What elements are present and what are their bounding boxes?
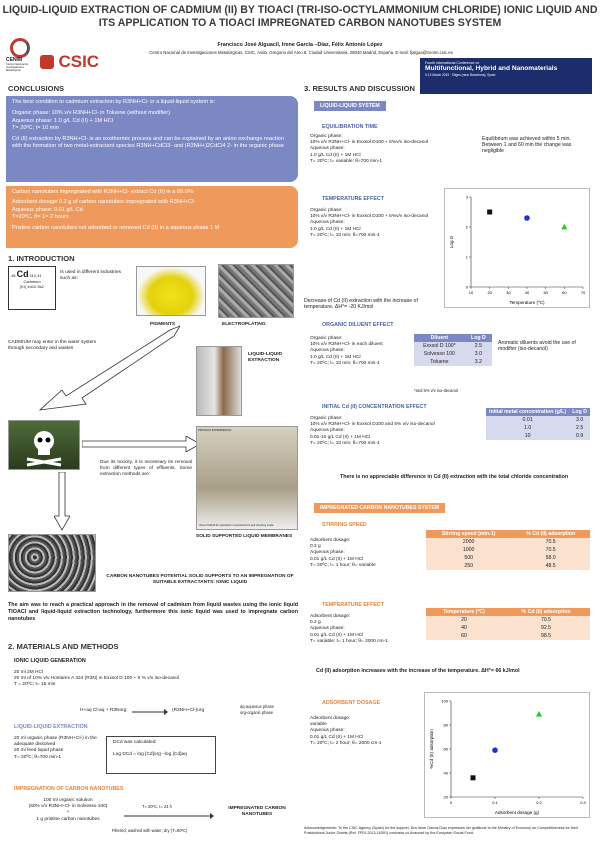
conference-line2: Multifunctional, Hybrid and Nanomaterials [425, 65, 558, 72]
cenim-logo [6, 38, 34, 78]
table-cell: Stirring speed (min-1) [426, 530, 511, 538]
data-point-square [487, 210, 492, 215]
temperature-effect-heading: TEMPERATURE EFFECT [322, 196, 384, 202]
cnt-filter: Filtered; washed with water; dry (T=80ºC) [112, 828, 188, 833]
table-cell: 0.01 [486, 416, 569, 424]
table-cell: Diluent [414, 334, 465, 342]
y-tick-label: 100 [441, 698, 448, 704]
table-cell: Log D [465, 334, 492, 342]
il-line: 20 ml of 10% v/v Hostarex A 324 (R3N) in Exxsol D 100 + 5 % v/v iso-decanol [14, 676, 180, 682]
cnt-input-line: 100 ml organic solution [43, 798, 93, 803]
y-tick-label: 20 [443, 794, 448, 800]
y-tick-label: 3 [465, 194, 468, 200]
cond-line: Adsorbent dosage: [310, 716, 351, 721]
cond-line: T= 20ºC; t= variable; θ=700 min-1 [310, 158, 383, 164]
x-tick-label: 0.2 [536, 800, 542, 805]
acknowledgements: Acknowledgements: To the CSIC Agency (Spain) for the support. Dra Irene García-Díaz expresses her gratitude to the Ministry of Economy an Competitiveness for their Postdoctoral Junior Grants (Ref. FPDI-2013-16391) contracts co-financed by the European Social Fund. [304, 826, 578, 835]
equation-right: (R3NH+Cl-)org [172, 708, 205, 713]
data-point-circle [524, 215, 530, 221]
equilibration-time-heading: EQUILIBRATION TIME [322, 124, 378, 130]
cond-line: Aqueous phase: [310, 220, 345, 226]
cond-line: 0.2 g [310, 544, 321, 550]
lle-line: T= 20ºC; θ=700 min-1 [14, 754, 62, 760]
cond-line: T= 20ºC; t= 10 min; θ=700 min-1 [310, 232, 380, 238]
arrow-to-methods [82, 436, 202, 452]
table-row [486, 424, 590, 432]
conclusion-line: Aqueous phase: 0.01 g/L Cd [12, 206, 83, 213]
conclusion-line: Organic phase: 10% v/v R3NH+Cl- in Toluene (without modifier) [12, 110, 170, 117]
table-cell: Exxsol D 100* [414, 342, 465, 350]
x-tick-label: 0.3 [580, 800, 586, 805]
conclusion-line: Adsorbent dosage 0.2 g of carbon nanotubes impregnated with R3NH+Cl- [12, 199, 196, 206]
poster-title: LIQUID-LIQUID EXTRACTION OF CADMIUM (II) BY TIOACl (TRI-ISO-OCTYLAMMONIUM CHLORIDE) IONIC LIQUID AND ITS APPLICATION TO A TIOACl IMPREGNATED CARBON NANOTUBES SYSTEM [2, 4, 598, 29]
table-cell: % Cd (II) adsorption [511, 530, 590, 538]
cond-line: 0.2 g. [310, 620, 323, 626]
csic-logo-text: CSIC [58, 52, 100, 71]
lle-label: LIQUID-LIQUID EXTRACTION [248, 352, 283, 364]
table-row [426, 608, 590, 616]
y-tick-label: 0 [465, 284, 468, 290]
table-cell: Temperature (ºC) [426, 608, 502, 616]
conference-banner [420, 58, 592, 94]
x-tick-label: 40 [524, 290, 530, 295]
table-cell: 0.9 [569, 432, 590, 440]
table-cell: 10 [486, 432, 569, 440]
table-cell: 1.0 [486, 424, 569, 432]
table-cell: 2.5 [465, 342, 492, 350]
liquid-liquid-extraction-image [196, 346, 242, 416]
used-in-text: Is used in different industries such as: [60, 270, 121, 282]
cond-line: T= 20ºC; t= 1 hour; θ= variable [310, 562, 376, 568]
table-row [426, 562, 590, 570]
cadmium-element-card [8, 266, 56, 310]
dcd-formula: Log DCd = log [Cd]org –log [Cd]aq [113, 752, 187, 758]
y-tick-label: 40 [443, 770, 448, 776]
cond-line: Aqueous phase: [310, 428, 345, 434]
temperature2-heading: TEMPERATURE EFFECT [322, 602, 384, 608]
adsorbent-dosage-chart [424, 692, 590, 818]
concentration-effect-heading: INITIAL Cd (II) CONCENTRATION EFFECT [322, 404, 427, 410]
cond-line: 1.0 g/L Cd (II) + 1M HCl [310, 152, 361, 158]
y-axis-label: %Cd (II) adsorption [429, 729, 434, 769]
x-tick-label: 10 [468, 290, 474, 295]
conclusions-orange-box [6, 186, 298, 248]
temperature2-conditions [310, 614, 422, 645]
dcd-title: DCd was calculated: [113, 740, 157, 745]
table-row [486, 432, 590, 440]
table-cell: 2.5 [569, 424, 590, 432]
equation-note-org: org-organic phase [240, 710, 273, 715]
cond-line: Aqueous phase: [310, 348, 345, 354]
cond-line: Aqueous phase: [310, 728, 345, 734]
table-cell: 3.0 [465, 350, 492, 358]
conclusion-line: T=20ºC, θ= 1= 2 hours [12, 214, 69, 221]
diluent-table [414, 334, 492, 366]
cond-line: Aqueous phase: [310, 550, 345, 556]
cd-config: [Kr] 4d10 5s2 [20, 284, 44, 289]
conclusion-line: Cd (II) extraction by R3NH+Cl- is an exothermic process and can be explained by an anion exchange reaction with the formation of two metal-extractant species R3NH+CdCl3- and (R3NH+)2CdCl4 2- in the organic phase [12, 135, 285, 150]
cond-line: 0.01 g/L Cd (II) + 1M HCl [310, 556, 364, 562]
cond-line: variable [310, 722, 327, 728]
toxicity-text: Due its toxicity, it is necessary its removal from different types of effluents. Some extraction methods are: [100, 460, 192, 478]
methods-heading: 2. MATERIALS AND METHODS [8, 642, 119, 651]
cond-line: T= 20ºC; t= 10 min; θ=700 min-1 [310, 360, 380, 366]
il-generation-conditions [14, 670, 179, 689]
equation-note-aq: aq-aqueous phase [240, 704, 274, 709]
table-cell: Log D [569, 408, 590, 416]
diluent-conditions [310, 336, 414, 367]
cond-line: 1.0 g/L Cd (II) + 1M HCl [310, 354, 361, 360]
cond-line: 0.01-10 g/L Cd (II) + 1M HCl [310, 434, 371, 440]
cond-line: Organic phase: [310, 208, 343, 213]
slm-caption: View of SSLM for operated in countercurrent and recycling mode. [199, 523, 275, 527]
concentration-conditions [310, 416, 480, 447]
cadmium-enter-text: CADMIUM may enter in the water system through secondary and wastes [8, 340, 97, 352]
y-tick-label: 1 [465, 254, 468, 260]
table-cell: 70.5 [511, 538, 590, 546]
table-cell: 2000 [426, 538, 511, 546]
conclusion-line: The best condition to cadmium extraction by R3NH+Cl- in a liquid-liquid system is: [12, 99, 216, 105]
temperature-conditions [310, 208, 440, 239]
temperature2-table [426, 608, 590, 640]
cnt-condition: T= 20ºC, t= 24 h [142, 804, 172, 809]
x-tick-label: 20 [487, 290, 492, 295]
x-tick-label: 50 [543, 290, 548, 295]
dosage-conditions [310, 716, 420, 747]
cond-line: Organic phase: [310, 416, 343, 421]
conference-line1: Fourth International Conference on [425, 61, 480, 65]
table-cell: 98.5 [502, 632, 590, 640]
authors: Francisco José Alguacil, Irene Garcia –Díaz, Félix Antonio López [217, 42, 383, 48]
cenim-logo-sub: Centro Nacional de Investigaciones Metalúrgicas [6, 63, 29, 73]
conclusion-line: Aqueous phase: 1.0 g/L Cd (II) + 1M HCl [12, 117, 113, 124]
table-row [486, 408, 590, 416]
slm-image [196, 426, 298, 530]
il-generation-heading: IONIC LIQUID GENERATION [14, 658, 86, 664]
stirring-table [426, 530, 590, 570]
table-cell: 92.5 [502, 624, 590, 632]
table-cell: 40 [426, 624, 502, 632]
table-cell: 70.5 [511, 546, 590, 554]
table-row [426, 632, 590, 640]
conclusion-line: T= 20ºC; t= 10 min [12, 125, 59, 132]
cond-line: 0.01 g/L Cd (II) + 1M HCl [310, 632, 364, 638]
table-cell: 3.0 [569, 416, 590, 424]
diluent-note: Aromatic diluents avoid the use of modifier (iso-decanol) [498, 340, 576, 353]
conclusion-line: Carbon nanotubes impregnated with R3NH+Cl- extract Cd (II) in a 89.0%: [12, 189, 195, 195]
lle-line: 20 ml feed liquid phase [14, 748, 64, 754]
x-axis-label: Adsorbent dosage (g) [494, 810, 540, 815]
cnt-result: IMPREGNATED CARBON NANOTUBES [228, 806, 286, 818]
cond-line: Adsorbent dosage: [310, 614, 351, 619]
cd-mass: 112,41 [29, 273, 42, 278]
conclusion-line: Pristine carbon nanotubes not adsorbed or removed Cd (II) in a aqueous phase 1 M [12, 224, 220, 231]
table-cell: 48.5 [511, 562, 590, 570]
table-cell: 500 [426, 554, 511, 562]
table-row [414, 350, 492, 358]
cnt-input-line: (50% v/v R3NH+Cl- in Solvesso 100) [28, 804, 108, 810]
stirring-speed-heading: STIRRING SPEED [322, 522, 367, 528]
data-point-circle [492, 747, 498, 753]
cond-line: 10% v/v R3NH+Cl- in Exxsol D100 and 5% v/v iso-decanol [310, 422, 435, 428]
table-row [414, 358, 492, 366]
diluent-footnote: *and 5% v/v iso-decanol [414, 388, 458, 393]
cnt-input-line: 1 g pristine carbon nanotubes [36, 816, 100, 822]
cnt-input-line: + [66, 810, 70, 816]
x-tick-label: 30 [506, 290, 511, 295]
table-row [426, 546, 590, 554]
cond-line: 10% v/v R3NH+Cl- in Exxsol D100 + 5%v/v iso-decanol [310, 214, 429, 220]
y-axis-label: Log D [449, 235, 454, 249]
equilibration-conditions [310, 134, 480, 165]
temperature2-note: Cd (II) adsorption increases with the increase of the temperature. ΔH°= 66 kJ/mol [316, 668, 520, 674]
table-cell: Toluene [414, 358, 465, 366]
cnt-system-header: IMPREGNATED CARBON NANOTUBES SYSTEM [314, 503, 445, 513]
electroplating-image [218, 264, 294, 318]
table-cell: 60 [426, 632, 502, 640]
slm-label: SOLID SUPPORTED LIQUID MEMBRANES [196, 534, 293, 539]
table-cell: Initial metal concentration (g/L) [486, 408, 569, 416]
results-heading: 3. RESULTS AND DISCUSSION [304, 84, 415, 93]
equation-left: H+aq Cl-aq + R3Norg [80, 708, 127, 713]
equation-arrow [132, 708, 168, 716]
table-cell: Solvesso 100 [414, 350, 465, 358]
data-point-square [471, 775, 476, 780]
cond-line: T= variable: t= 1 hour; θ= 2000 cm-1 [310, 638, 388, 644]
y-tick-label: 80 [443, 722, 448, 728]
temperature-note: Decrease of Cd (II) extraction with the increase of temperature. ΔH°= -20 KJ/mol [304, 298, 418, 311]
y-tick-label: 2 [465, 224, 468, 230]
data-point-triangle [561, 224, 567, 230]
cenim-logo-text: CENIM [6, 57, 23, 63]
temperature-logd-chart [444, 188, 590, 308]
cond-line: T= 20ºC; t= 2 hour; θ= 2000 cm-1 [310, 740, 382, 746]
conclusions-heading: CONCLUSIONS [8, 84, 65, 93]
slm-caption-top: PROCESO EXPERIMENTAL [198, 429, 232, 432]
cnt-impregnation-heading: IMPREGNATION OF CARBON NANOTUBES [14, 786, 124, 792]
x-tick-label: 0.1 [492, 800, 498, 805]
table-row [426, 554, 590, 562]
cond-line: Aqueous phase: [310, 146, 345, 152]
x-axis-label: Temperature (ºC) [509, 300, 545, 305]
cond-line: Organic phase: [310, 134, 343, 139]
stirring-conditions [310, 538, 422, 569]
electroplating-label: ELECTROPLATING [222, 322, 266, 327]
dcd-formula-box [106, 736, 216, 774]
pigments-image [136, 266, 206, 316]
cond-line: Organic phase: [310, 336, 343, 341]
concentration-note: There is no appreciable difference in Cd (II) extraction with the total chloride concentration [340, 474, 569, 480]
arrow-to-cnt [54, 472, 70, 532]
equilibration-note: Equilibrium was achieved within 5 min. Between 1 and 60 min the change was negligible [482, 136, 572, 155]
x-tick-label: 60 [562, 290, 567, 295]
table-row [426, 530, 590, 538]
skull-icon [9, 421, 79, 469]
cnt-impregnation-inputs [18, 798, 118, 823]
cd-atomic-number: 48 [11, 273, 16, 278]
adsorbent-dosage-heading: ADSORBENT DOSAGE [322, 700, 380, 706]
cnt-arrow [124, 812, 214, 820]
table-row [486, 416, 590, 424]
table-row [414, 342, 492, 350]
aim-text: The aim was to reach a practical approach in the removal of cadmium from liquid wastes using the ionic liquid TIOACl and liquid-liquid extraction technology, furthermore this ionic liquid was used to impregnate carbon nanotubes [8, 602, 298, 622]
cd-name: Cadmium [23, 279, 41, 284]
cond-line: Adsorbent dosage: [310, 538, 351, 543]
table-row [414, 334, 492, 342]
x-tick-label: 70 [580, 290, 586, 295]
cond-line: T= 20ºC; t= 10 min; θ=700 min-1 [310, 440, 380, 446]
csic-logo [40, 52, 120, 74]
cond-line: 0.01 g/L Cd (II) + 1M HCl [310, 734, 364, 740]
table-cell: 58.0 [511, 554, 590, 562]
pigments-label: PIGMENTS [150, 322, 176, 327]
table-row [426, 616, 590, 624]
table-cell: 20 [426, 616, 502, 624]
cd-symbol: Cd [16, 269, 29, 279]
il-line: T = 20ºC; t= 15 min [14, 682, 56, 688]
concentration-table [486, 408, 590, 440]
affiliation: Centro Nacional de Investigaciones Metalúrgicas, CSIC, Avda. Gregorio del Amo 8, Ciudad Universitaria, 28040 Madrid, España. E-mail: fjalgua@cenim.csic.es [149, 50, 453, 55]
diluent-effect-heading: ORGANIC DILUENT EFFECT [322, 322, 394, 328]
table-cell: % Cd (II) adsorption [502, 608, 590, 616]
table-cell: 70.5 [502, 616, 590, 624]
table-row [426, 624, 590, 632]
table-cell: 250 [426, 562, 511, 570]
x-tick-label: 0 [449, 800, 453, 805]
table-cell: 1000 [426, 546, 511, 554]
lle-line: 20 ml organic phase (R3NH+Cl-) in the adequate dissolved [14, 736, 97, 748]
introduction-heading: 1. INTRODUCTION [8, 254, 75, 263]
arrow-to-water [20, 322, 180, 412]
lle-system-header: LIQUID-LIQUID SYSTEM [314, 101, 386, 111]
lle-method-heading: LIQUID-LIQUID EXTRACTION [14, 724, 88, 730]
toxic-waste-image [8, 420, 80, 470]
cond-line: 10% v/v R3NH+Cl- in Exxsol D100 + 5%v/v iso-decanol [310, 140, 429, 146]
cond-line: 1.0 g/L Cd (II) + 1M HCl [310, 226, 361, 232]
conference-line3: 9-13 March 2015 · Sitges (near Barcelona), Spain [425, 73, 496, 77]
cnt-support-text: CARBON NANOTUBES POTENTIAL SOLID SUPPORTS TO AN IMPREGNATION OF SUITABLE EXTRACTANTS: IONIC LIQUID [106, 574, 294, 586]
table-cell: 3.2 [465, 358, 492, 366]
conclusions-blue-box [6, 96, 298, 182]
cond-line: 10% v/v R3NH+Cl- in each diluent [310, 342, 383, 348]
carbon-nanotubes-image [8, 534, 96, 592]
il-line: 20 ml 2M HCl [14, 670, 44, 675]
y-tick-label: 60 [443, 746, 448, 752]
table-row [426, 538, 590, 546]
data-point-triangle [536, 711, 542, 717]
lle-method-conditions [14, 736, 102, 761]
cond-line: Aqueous phase: [310, 626, 345, 632]
